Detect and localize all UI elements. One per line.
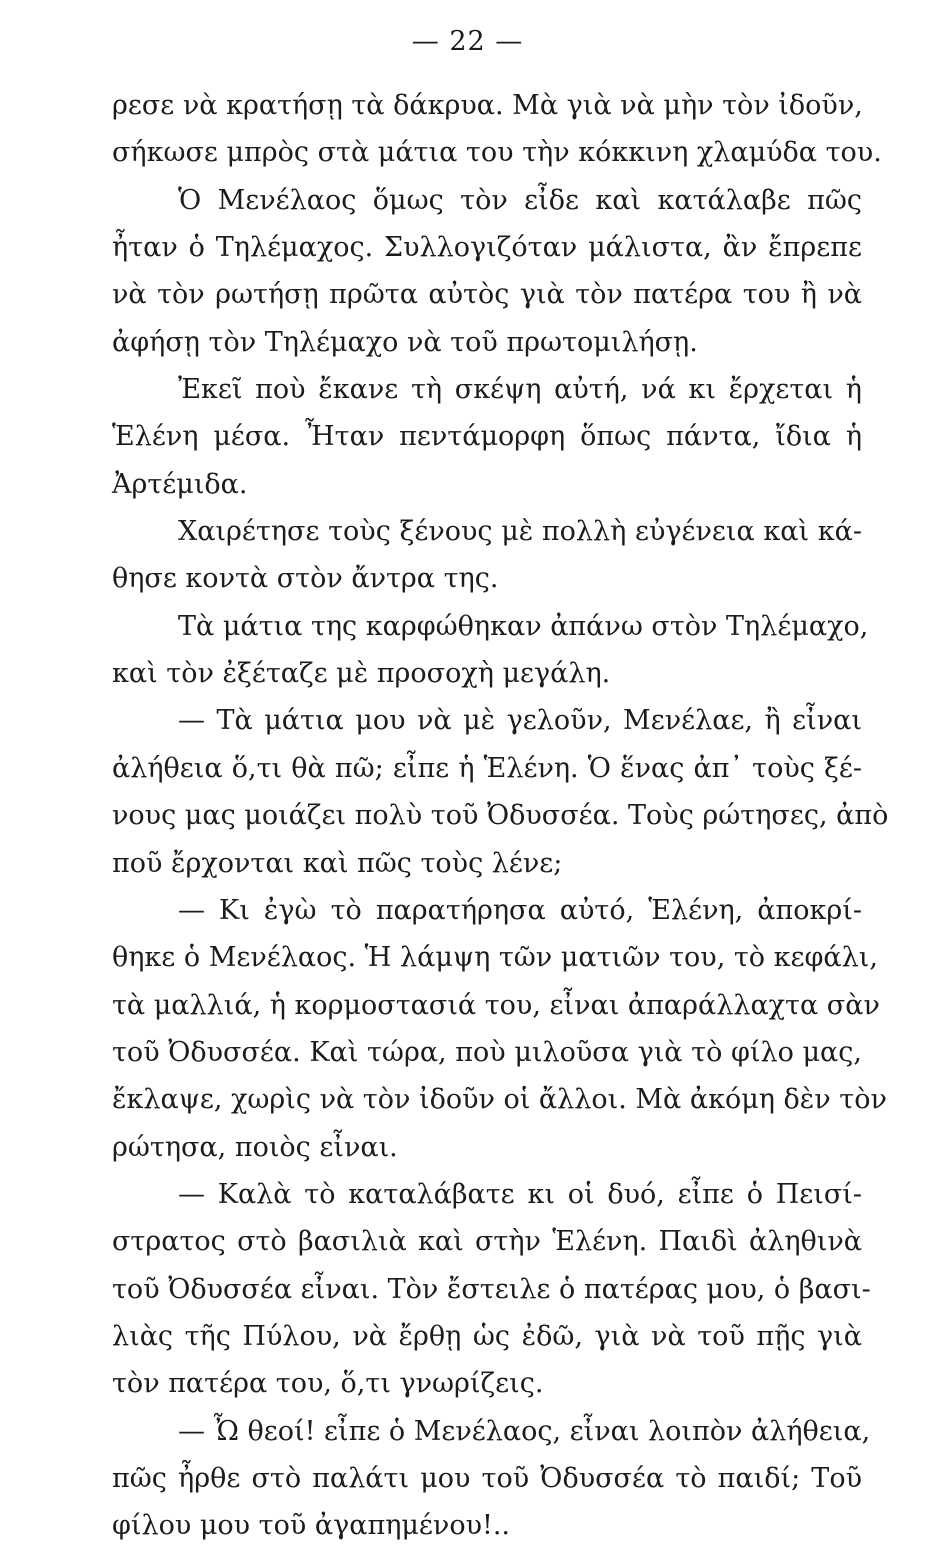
text-line: σήκωσε μπρὸς στὰ μάτια του τὴν κόκκινη χλαμύδα του.: [112, 137, 882, 169]
text-line: καὶ τὸν ἐξέταζε μὲ προσοχὴ μεγάλη.: [112, 658, 611, 690]
text-line: νους μας μοιάζει πολὺ τοῦ Ὀδυσσέα. Τοὺς ρώτησες, ἀπὸ: [112, 800, 889, 832]
text-line: Χαιρέτησε τοὺς ξένους μὲ πολλὴ εὐγένεια καὶ κά-: [178, 516, 862, 548]
text-line: ρώτησα, ποιὸς εἶναι.: [112, 1131, 398, 1163]
text-line: φίλου μου τοῦ ἀγαπημένου!..: [112, 1510, 510, 1542]
text-line: θηκε ὁ Μενέλαος. Ἡ λάμψη τῶν ματιῶν του, τὸ κεφάλι,: [112, 942, 878, 974]
text-line: θησε κοντὰ στὸν ἄντρα της.: [112, 563, 499, 595]
text-line: — Τὰ μάτια μου νὰ μὲ γελοῦν, Μενέλαε, ἢ εἶναι: [178, 705, 862, 737]
text-line: ἦταν ὁ Τηλέμαχος. Συλλογιζόταν μάλιστα, ἂν ἔπρεπε: [112, 232, 862, 264]
text-line: ἀλήθεια ὅ,τι θὰ πῶ; εἶπε ἡ Ἑλένη. Ὁ ἕνας ἀπ᾿ τοὺς ξέ-: [112, 752, 862, 784]
page-number: — 22 —: [411, 26, 524, 57]
text-line: τοῦ Ὀδυσσέα εἶναι. Τὸν ἔστειλε ὁ πατέρας μου, ὁ βασι-: [112, 1273, 871, 1305]
text-line: Ὁ Μενέλαος ὅμως τὸν εἶδε καὶ κατάλαβε πῶς: [178, 184, 862, 216]
text-line: τοῦ Ὀδυσσέα. Καὶ τώρα, ποὺ μιλοῦσα γιὰ τὸ φίλο μας,: [112, 1036, 862, 1068]
text-line: ἔκλαψε, χωρὶς νὰ τὸν ἰδοῦν οἱ ἄλλοι. Μὰ ἀκόμη δὲν τὸν: [112, 1084, 887, 1116]
text-line: ποῦ ἔρχονται καὶ πῶς τοὺς λένε;: [112, 847, 563, 879]
text-line: Τὰ μάτια της καρφώθηκαν ἀπάνω στὸν Τηλέμαχο,: [178, 610, 869, 642]
text-line: ἀφήσῃ τὸν Τηλέμαχο νὰ τοῦ πρωτομιλήσῃ.: [112, 326, 698, 358]
text-line: νὰ τὸν ρωτήσῃ πρῶτα αὐτὸς γιὰ τὸν πατέρα του ἢ νὰ: [112, 279, 862, 311]
text-line: τὰ μαλλιά, ἡ κορμοστασιά του, εἶναι ἀπαράλλαχτα σὰν: [112, 989, 880, 1021]
text-line: στρατος στὸ βασιλιὰ καὶ στὴν Ἑλένη. Παιδὶ ἀληθινὰ: [112, 1226, 862, 1258]
text-line: τὸν πατέρα του, ὅ,τι γνωρίζεις.: [112, 1368, 544, 1400]
text-line: Ἑλένη μέσα. Ἦταν πεντάμορφη ὅπως πάντα, ἴδια ἡ: [112, 421, 862, 453]
body-text: [112, 82, 889, 1550]
text-line: — Καλὰ τὸ καταλάβατε κι οἱ δυό, εἶπε ὁ Πεισί-: [178, 1178, 862, 1210]
text-line: Ἀρτέμιδα.: [112, 468, 248, 500]
text-line: πῶς ἦρθε στὸ παλάτι μου τοῦ Ὀδυσσέα τὸ παιδί; Τοῦ: [112, 1462, 862, 1494]
text-line: ρεσε νὰ κρατήσῃ τὰ δάκρυα. Μὰ γιὰ νὰ μὴν τὸν ἰδοῦν,: [112, 90, 863, 121]
text-line: — Κι ἐγὼ τὸ παρατήρησα αὐτό, Ἑλένη, ἀποκρί-: [178, 894, 862, 926]
text-line: Ἐκεῖ ποὺ ἔκανε τὴ σκέψη αὐτή, νά κι ἔρχεται ἡ: [178, 374, 862, 406]
text-line: λιὰς τῆς Πύλου, νὰ ἔρθῃ ὡς ἐδῶ, γιὰ νὰ τοῦ πῇς γιὰ: [112, 1320, 862, 1352]
text-line: — Ὦ θεοί! εἶπε ὁ Μενέλαος, εἶναι λοιπὸν ἀλήθεια,: [178, 1415, 871, 1447]
